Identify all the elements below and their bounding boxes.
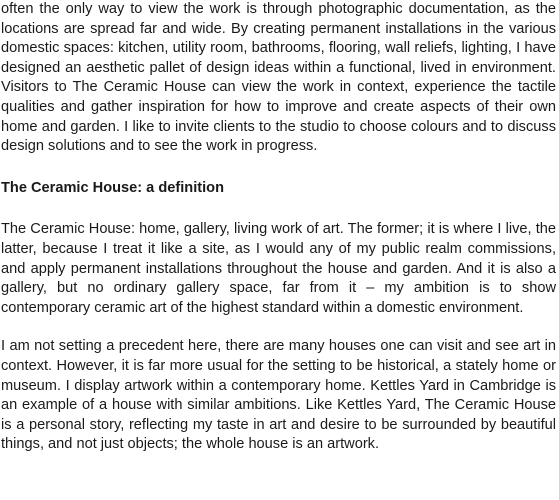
document-page: [1, 0, 556, 455]
body-paragraph-definition: The Ceramic House: home, gallery, living work of art. The former; it is where I live, the latter, because I treat it like a site, as I would any of my public realm commissions, and apply permanent installations throughout the house and garden. And it is also a gallery, but no ordinary gallery space, far from it – my ambition is to show contemporary ceramic art of the highest standard within a domestic environment.: [1, 221, 556, 316]
section-heading: The Ceramic House: a definition: [1, 179, 224, 196]
body-paragraph-precedent: I am not setting a precedent here, there are many houses one can visit and see art in context. However, it is far more usual for the setting to be historical, a stately home or museum. I display artwork within a contemporary home. Kettles Yard in Cambridge is an example of a house with similar ambitions. Like Kettles Yard, The Ceramic House is a personal story, reflecting my taste in art and desire to be surrounded by beautiful things, and not just objects; the whole house is an artwork.: [1, 338, 556, 453]
body-paragraph-intro: often the only way to view the work is through photographic documentation, as the locations are spread far and wide. By creating permanent installations in the various domestic spaces: kitchen, utility room, bathrooms, flooring, wall reliefs, lighting, I have designed an aesthetic pallet of design ideas within a functional, lived in environment. Visitors to The Ceramic House can view the work in context, experience the tactile qualities and gather inspiration for how to improve and create aspects of their own home and garden. I like to invite clients to the studio to choose colours and to discuss design solutions and to see the work in progress.: [1, 1, 556, 155]
